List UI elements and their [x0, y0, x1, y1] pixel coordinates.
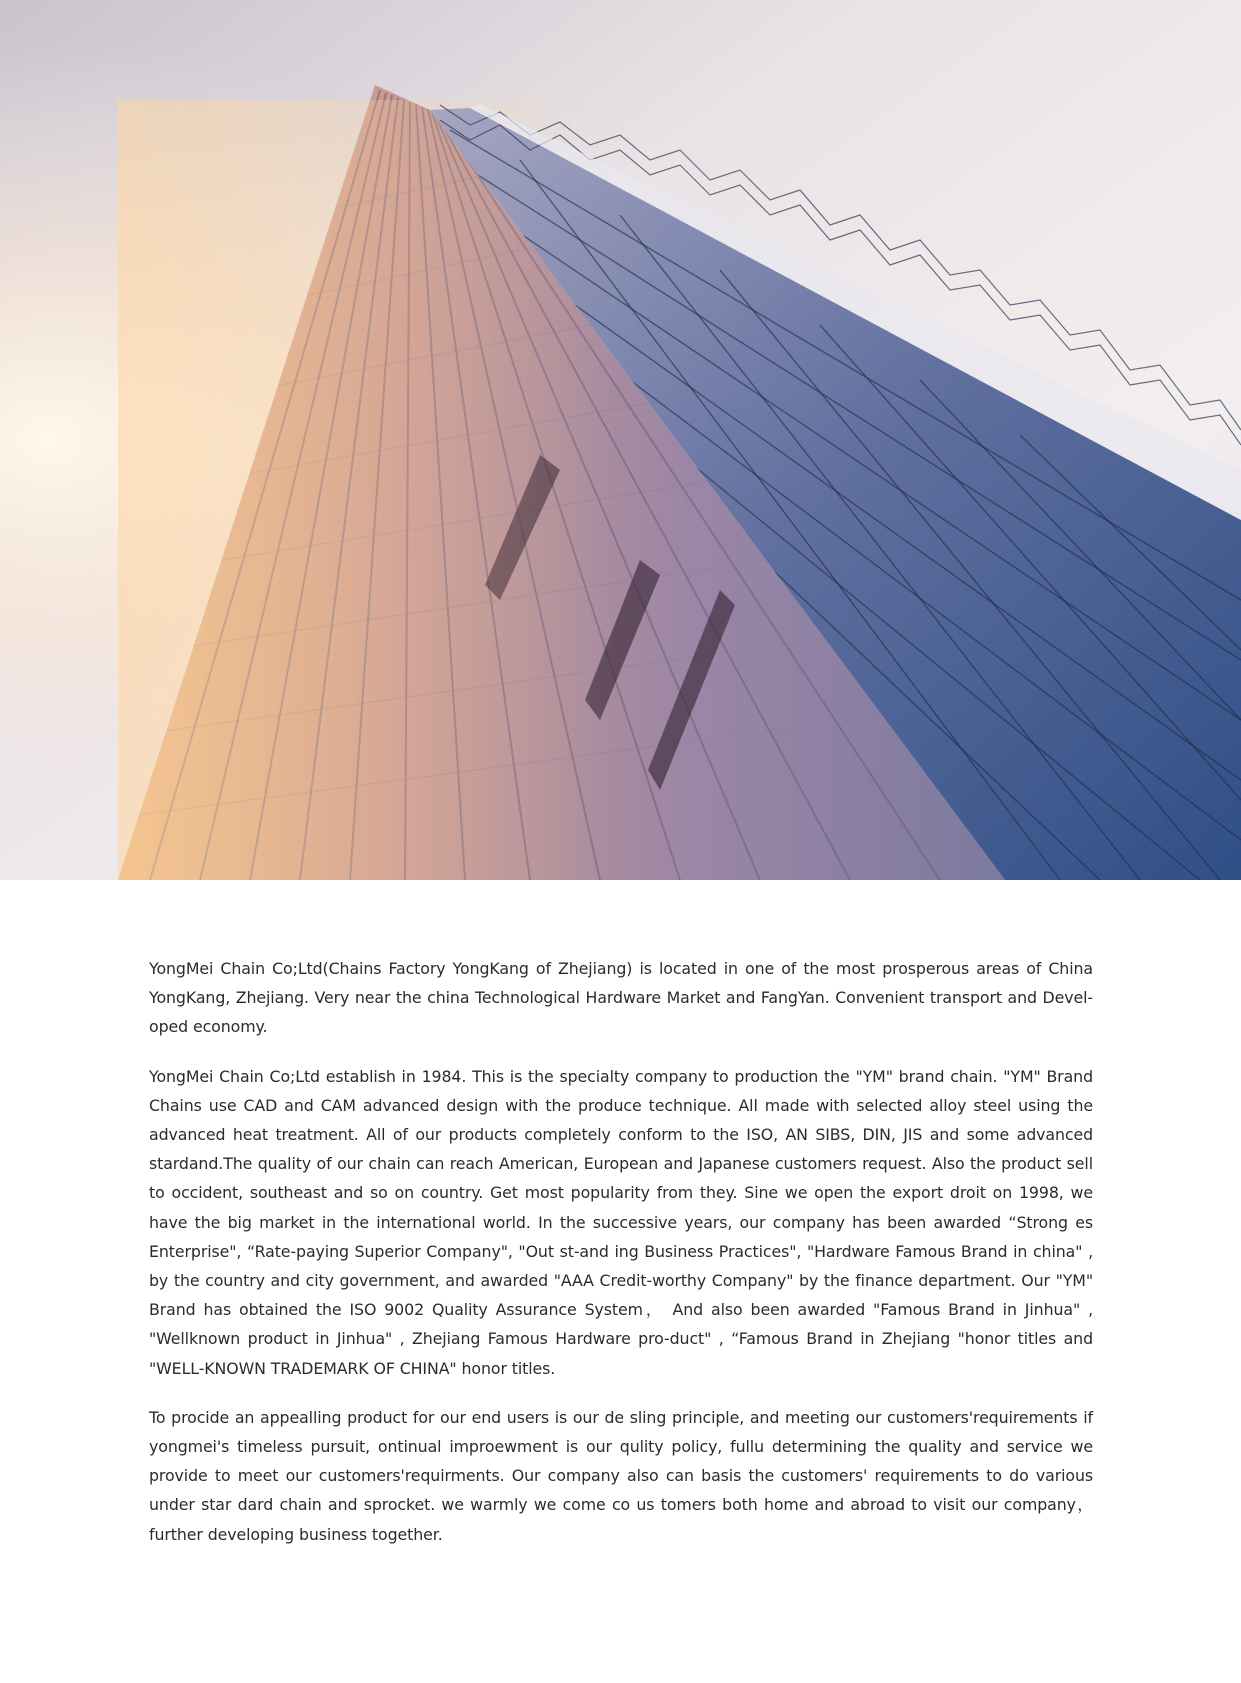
paragraph-location: YongMei Chain Co;Ltd(Chains Factory YongKang of Zhejiang) is located in one of the most prosperous areas of China YongKang, Zhejiang. Very near the china Technological Hardware Market and FangYan. Convenient transport and Devel-oped economy.	[149, 959, 1093, 1037]
company-description	[149, 954, 1093, 1569]
paragraph-history: YongMei Chain Co;Ltd establish in 1984. This is the specialty company to production the "YM" brand chain. "YM" Brand Chains use CAD and CAM advanced design with the produce technique. All made with selected alloy steel using the advanced heat treatment. All of our products completely conform to the ISO, AN SIBS, DIN, JIS and some advanced stardand.The quality of our chain can reach American, European and Japanese customers request. Also the product sell to occident, southeast and so on country. Get most popularity from they. Sine we open the export droit on 1998, we have the big market in the international world. In the successive years, our company has been awarded “Strong es Enterprise", “Rate-paying Superior Company", "Out st-and ing Business Practices", "Hardware Famous Brand in china" , by the country and city government, and awarded "AAA Credit-worthy Company" by the finance department. Our "YM" Brand has obtained the ISO 9002 Quality Assurance System， And also been awarded "Famous Brand in Jinhua" , "Wellknown product in Jinhua" , Zhejiang Famous Hardware pro-duct" , “Famous Brand in Zhejiang "honor titles and "WELL-KNOWN TRADEMARK OF CHINA" honor titles.	[149, 1066, 1093, 1378]
paragraph-principles: To procide an appealling product for our end users is our de sling principle, and meeting our customers'requirements if yongmei's timeless pursuit, ontinual improewment is our qulity policy, fullu determining the quality and service we provide to meet our customers'requirments. Our company also can basis the customers' requirements to do various under star dard chain and sprocket. we warmly we come co us tomers both home and abroad to visit our company， further developing business together.	[149, 1407, 1093, 1544]
